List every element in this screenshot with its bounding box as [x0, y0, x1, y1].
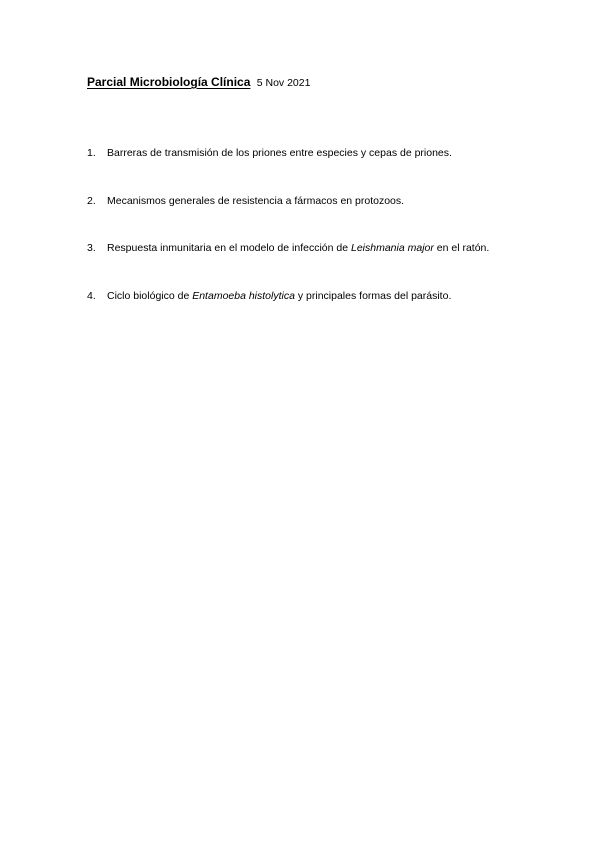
question-text-part: Mecanismos generales de resistencia a fármacos en protozoos. [107, 194, 405, 207]
question-text-part: Ciclo biológico de [107, 289, 193, 302]
question-item [87, 194, 557, 242]
question-item [87, 289, 557, 337]
question-text-part: en el ratón. [433, 242, 490, 254]
exam-header [87, 74, 310, 91]
exam-date: 5 Nov 2021 [256, 77, 311, 89]
question-list [87, 146, 557, 336]
question-number: 3. [87, 242, 96, 254]
question-text [107, 146, 452, 160]
question-item [87, 146, 557, 194]
question-text-part: Barreras de transmisión de los priones entre especies y cepas de priones. [107, 147, 452, 159]
question-italic-term: Entamoeba histolytica [192, 289, 295, 302]
question-number: 4. [87, 289, 96, 302]
question-text [107, 241, 489, 255]
question-item [87, 241, 557, 289]
question-text [107, 194, 404, 208]
question-text-part: y principales formas del parásito. [294, 289, 452, 302]
question-number: 1. [87, 147, 96, 159]
question-number: 2. [87, 194, 96, 207]
question-text-part: Respuesta inmunitaria en el modelo de infección de [107, 242, 351, 254]
exam-title: Parcial Microbiología Clínica [87, 75, 251, 89]
question-text [107, 289, 451, 303]
question-italic-term: Leishmania major [350, 242, 434, 254]
